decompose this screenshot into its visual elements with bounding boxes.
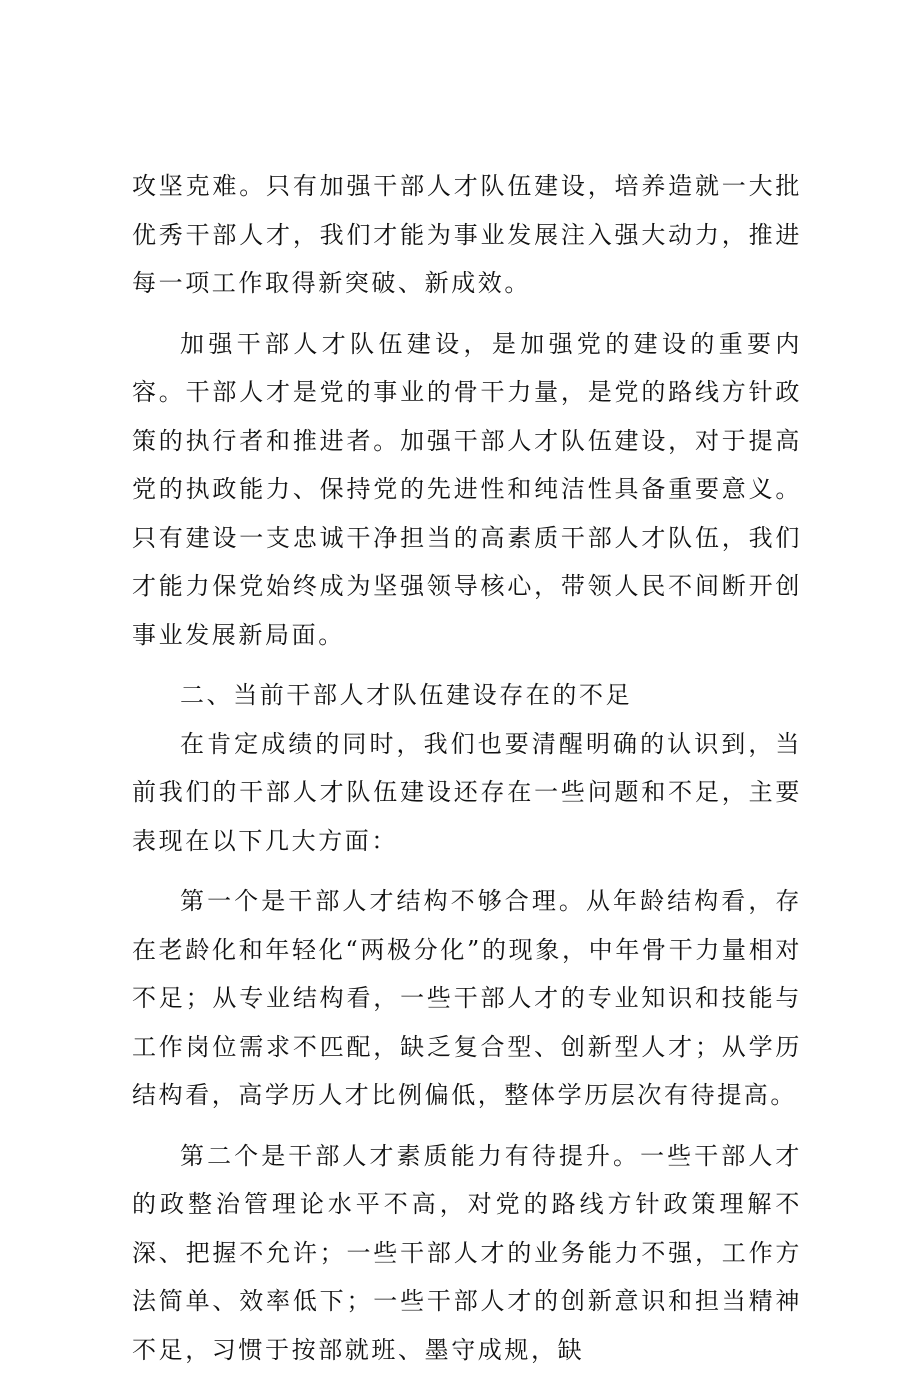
- paragraph-ability-issue: 第二个是干部人才素质能力有待提升。一些干部人才的政整治管理论水平不高，对党的路线方针政策理解不深、把握不允许；一些干部人才的业务能力不强，工作方法简单、效率低下；一些干部人才的创新意识和担当精神不足，习惯于按部就班、墨守成规，缺: [132, 1132, 802, 1374]
- paragraph-importance: 加强干部人才队伍建设，是加强党的建设的重要内容。干部人才是党的事业的骨干力量，是党的路线方针政策的执行者和推进者。加强干部人才队伍建设，对于提高党的执政能力、保持党的先进性和纯洁性具备重要意义。只有建设一支忠诚干净担当的高素质干部人才队伍，我们才能力保党始终成为坚强领导核心，带领人民不间断开创事业发展新局面。: [132, 320, 802, 660]
- document-body: [132, 162, 802, 1374]
- paragraph-structure-issue: 第一个是干部人才结构不够合理。从年龄结构看，存在老龄化和年轻化“两极分化”的现象，中年骨干力量相对不足；从专业结构看，一些干部人才的专业知识和技能与工作岗位需求不匹配，缺乏复合型、创新型人才；从学历结构看，高学历人才比例偏低，整体学历层次有待提高。: [132, 877, 802, 1120]
- section-heading-shortcomings: 二、当前干部人才队伍建设存在的不足: [132, 671, 802, 720]
- paragraph-intro-problems: 在肯定成绩的同时，我们也要清醒明确的认识到，当前我们的干部人才队伍建设还存在一些问题和不足，主要表现在以下几大方面：: [132, 720, 802, 866]
- paragraph-continuation: 攻坚克难。只有加强干部人才队伍建设，培养造就一大批优秀干部人才，我们才能为事业发展注入强大动力，推进每一项工作取得新突破、新成效。: [132, 162, 802, 308]
